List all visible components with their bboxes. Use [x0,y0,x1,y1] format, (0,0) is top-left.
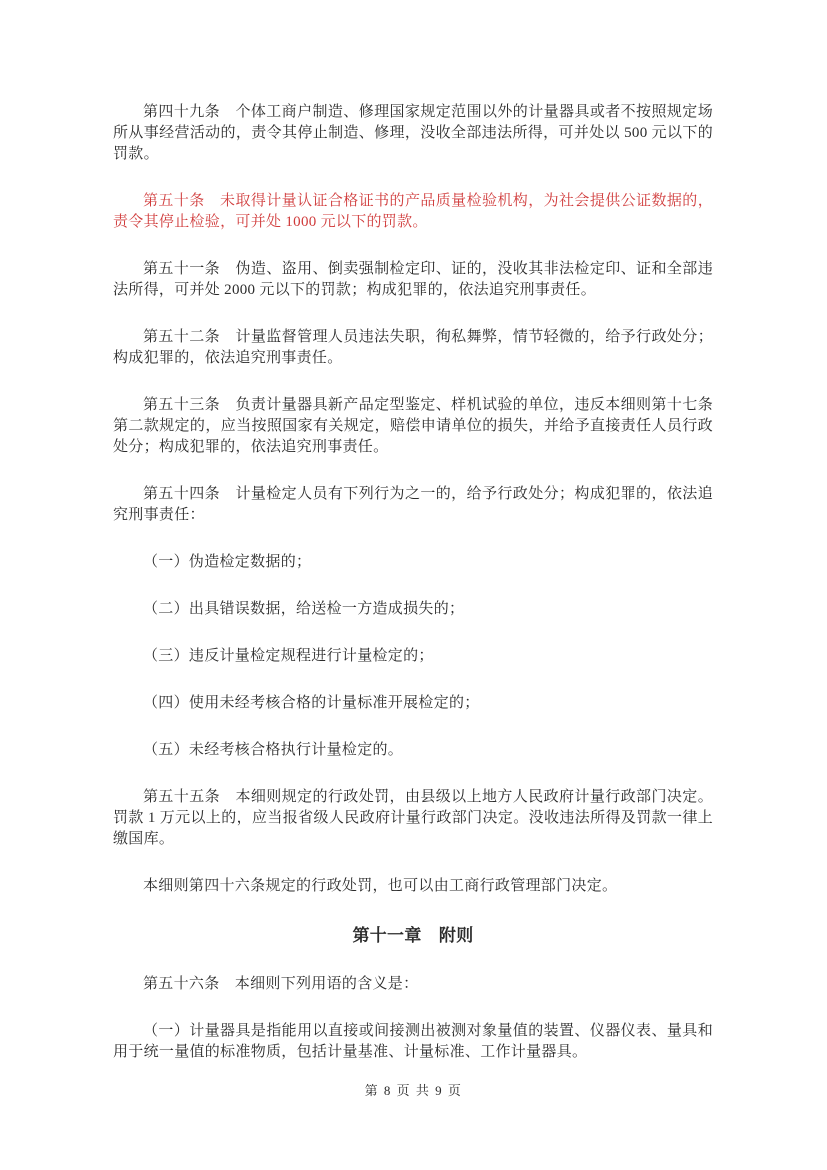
article-paragraph: 本细则第四十六条规定的行政处罚，也可以由工商行政管理部门决定。 [143,878,618,894]
chapter-heading: 第十一章 附则 [352,926,474,945]
list-item-paragraph: （二）出具错误数据，给送检一方造成损失的； [143,601,465,617]
list-item-paragraph: （一）伪造检定数据的； [143,554,312,570]
article-paragraph: 第五十一条 伪造、盗用、倒卖强制检定印、证的，没收其非法检定印、证和全部违法所得，可并处 2000 元以下的罚款；构成犯罪的，依法追究刑事责任。 [113,261,713,298]
article-paragraph: 第五十五条 本细则规定的行政处罚，由县级以上地方人民政府计量行政部门决定。罚款 1 万元以上的，应当报省级人民政府计量行政部门决定。没收违法所得及罚款一律上缴国库。 [113,789,713,847]
article-paragraph: 第五十三条 负责计量器具新产品定型鉴定、样机试验的单位，违反本细则第十七条第二款规定的，应当按照国家有关规定，赔偿申请单位的损失，并给予直接责任人员行政处分；构成犯罪的，依法追究刑事责任。 [113,397,713,455]
list-item-paragraph: （一）计量器具是指能用以直接或间接测出被测对象量值的装置、仪器仪表、量具和用于统一量值的标准物质，包括计量基准、计量标准、工作计量器具。 [113,1023,713,1060]
list-item-paragraph: （五）未经考核合格执行计量检定的。 [143,742,404,758]
article-paragraph: 第五十四条 计量检定人员有下列行为之一的，给予行政处分；构成犯罪的，依法追究刑事责任： [113,486,713,523]
document-body [113,102,713,1089]
article-paragraph: 第五十六条 本细则下列用语的含义是： [143,976,419,992]
article-paragraph: 第五十二条 计量监督管理人员违法失职，徇私舞弊，情节轻微的，给予行政处分；构成犯罪的，依法追究刑事责任。 [113,329,713,366]
list-item-paragraph: （四）使用未经考核合格的计量标准开展检定的； [143,695,480,711]
article-paragraph: 第四十九条 个体工商户制造、修理国家规定范围以外的计量器具或者不按照规定场所从事经营活动的，责令其停止制造、修理，没收全部违法所得，可并处以 500 元以下的罚款。 [113,104,713,162]
page-footer: 第 8 页 共 9 页 [364,1083,463,1098]
article-paragraph-highlighted: 第五十条 未取得计量认证合格证书的产品质量检验机构，为社会提供公证数据的，责令其停止检验，可并处 1000 元以下的罚款。 [113,193,713,230]
list-item-paragraph: （三）违反计量检定规程进行计量检定的； [143,648,434,664]
